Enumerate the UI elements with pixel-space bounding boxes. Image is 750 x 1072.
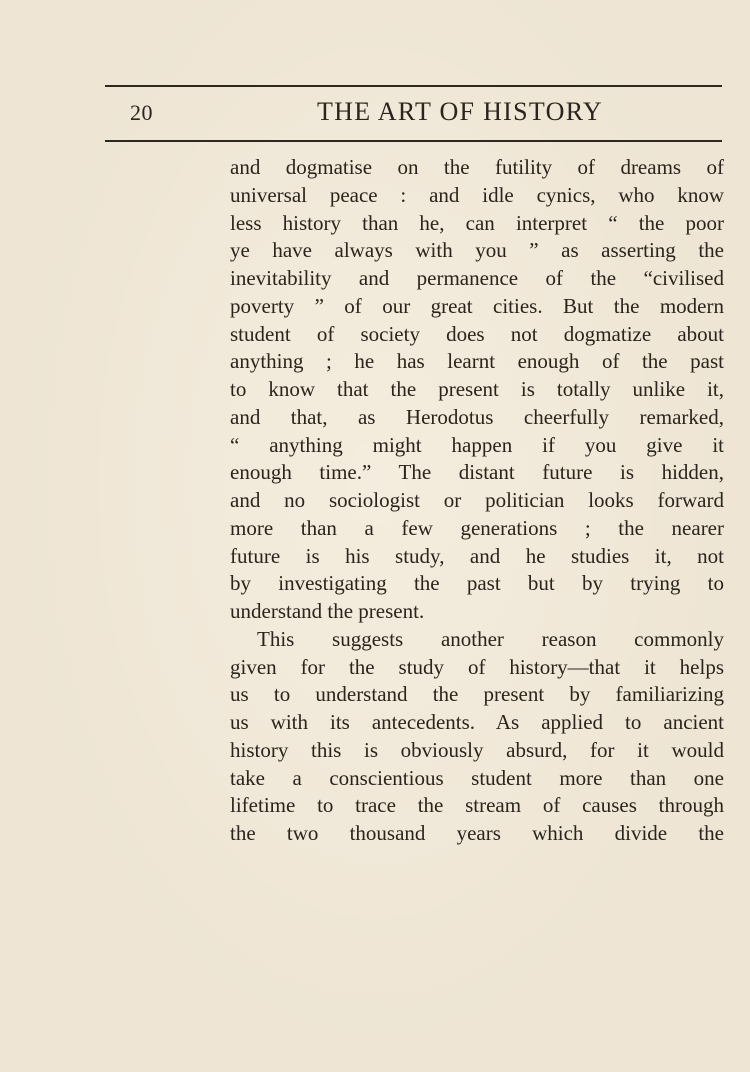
text-line: to know that the present is totally unlike it,	[230, 377, 724, 401]
text-line: ye have always with you ” as asserting the	[230, 238, 724, 263]
text-line: anything ; he has learnt enough of the past	[230, 349, 724, 374]
running-head: THE ART OF HISTORY	[317, 97, 603, 126]
text-line: “ anything might happen if you give it	[230, 432, 724, 457]
text-line: inevitability and permanence of the “civilised	[230, 266, 724, 290]
text-line: history this is obviously absurd, for it would	[230, 737, 724, 762]
text-line: lifetime to trace the stream of causes through	[230, 793, 724, 818]
text-line: understand the present.	[230, 599, 425, 623]
text-line: and dogmatise on the futility of dreams of	[230, 155, 724, 179]
header-top-rule	[105, 85, 722, 87]
text-line: us with its antecedents. As applied to ancient	[230, 710, 724, 734]
text-line: take a conscientious student more than one	[230, 765, 724, 790]
text-line: by investigating the past but by trying to	[230, 571, 724, 596]
text-line: given for the study of history—that it helps	[230, 654, 724, 679]
text-line: us to understand the present by familiarizing	[230, 682, 724, 707]
text-line: more than a few generations ; the nearer	[230, 515, 724, 540]
text-line: less history than he, can interpret “ the poor	[230, 210, 724, 235]
header-bottom-rule	[105, 140, 722, 142]
text-line: and no sociologist or politician looks forward	[230, 488, 724, 512]
page-number: 20	[130, 100, 153, 125]
text-line: the two thousand years which divide the	[230, 821, 724, 845]
text-line: This suggests another reason commonly	[257, 626, 724, 651]
text-line: future is his study, and he studies it, not	[230, 543, 724, 568]
text-line: enough time.” The distant future is hidden,	[230, 460, 724, 485]
text-line: universal peace : and idle cynics, who know	[230, 182, 724, 207]
text-line: and that, as Herodotus cheerfully remarked,	[230, 404, 724, 429]
body-text	[230, 154, 724, 848]
text-line: student of society does not dogmatize about	[230, 321, 724, 346]
text-line: poverty ” of our great cities. But the modern	[230, 293, 724, 318]
